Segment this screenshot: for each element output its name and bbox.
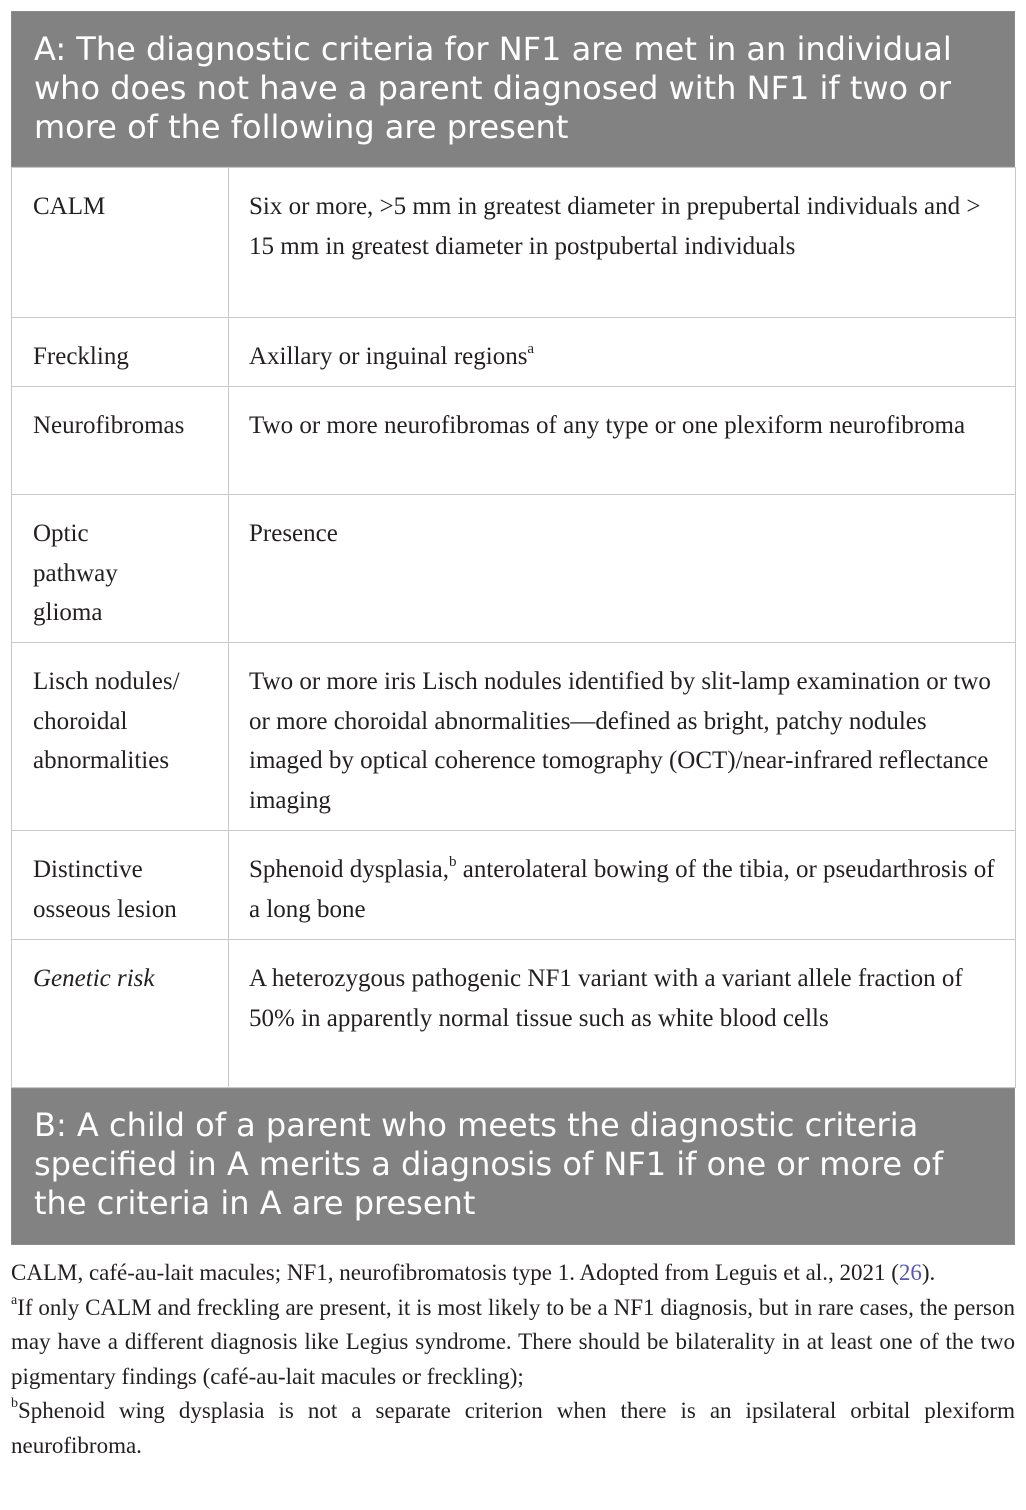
footnote-b [11, 1394, 1015, 1463]
table-row [12, 495, 1016, 643]
table-row [12, 387, 1016, 495]
footnote-b-text: Sphenoid wing dysplasia is not a separate criterion when there is an ipsilateral orbital plexiform neurofibroma. [11, 1398, 1015, 1458]
criterion-description-text: Axillary or inguinal regions [249, 343, 528, 370]
table-row [12, 643, 1016, 831]
footnote-marker: b [449, 854, 457, 870]
section-b-header: B: A child of a parent who meets the diagnostic criteria specified in A merits a diagnosis of NF1 if one or more of the criteria in A are present [11, 1088, 1015, 1245]
table-row [12, 831, 1016, 940]
footnote-marker: a [527, 341, 535, 357]
footnote-b-marker: b [11, 1396, 18, 1411]
footnote-a-marker: a [11, 1292, 18, 1308]
criteria-table-container [11, 11, 1015, 1245]
section-a-header: A: The diagnostic criteria for NF1 are met in an individual who does not have a parent diagnosed with NF1 if two or more of the following are present [11, 11, 1015, 167]
criterion-description: Two or more neurofibromas of any type or one plexiform neurofibroma [229, 387, 1016, 495]
criterion-label: CALM [12, 168, 229, 318]
abbreviations-close: ). [921, 1260, 936, 1285]
criterion-description: Six or more, >5 mm in greatest diameter in prepubertal individuals and > 15 mm in greatest diameter in postpubertal individuals [229, 168, 1016, 318]
abbreviations-text: CALM, café-au-lait macules; NF1, neurofibromatosis type 1. Adopted from Leguis et al., 2021 ( [11, 1260, 899, 1285]
abbreviations-note [11, 1256, 1015, 1291]
criterion-description [229, 318, 1016, 387]
criterion-description-text: anterolateral bowing of the tibia, or pseudarthrosis of a long bone [249, 856, 995, 923]
criterion-label: Distinctive osseous lesion [12, 831, 229, 940]
table-row [12, 940, 1016, 1088]
criterion-description [229, 831, 1016, 940]
criterion-description: A heterozygous pathogenic NF1 variant with a variant allele fraction of 50% in apparently normal tissue such as white blood cells [229, 940, 1016, 1088]
criterion-label: Genetic risk [12, 940, 229, 1088]
footnote-a-text: If only CALM and freckling are present, it is most likely to be a NF1 diagnosis, but in rare cases, the person may have a different diagnosis like Legius syndrome. There should be bilaterality in at least one of the two pigmentary findings (café-au-lait macules or freckling); [11, 1294, 1015, 1389]
criterion-label: Freckling [12, 318, 229, 387]
criterion-label: Lisch nodules/ choroidal abnormalities [12, 643, 229, 831]
criterion-label: Optic pathway glioma [12, 495, 229, 643]
table-footnotes [11, 1256, 1015, 1463]
criterion-description-text: Sphenoid dysplasia, [249, 856, 449, 883]
footnote-a [11, 1291, 1015, 1395]
criterion-description: Presence [229, 495, 1016, 643]
table-row [12, 318, 1016, 387]
criterion-label: Neurofibromas [12, 387, 229, 495]
criterion-description: Two or more iris Lisch nodules identified by slit-lamp examination or two or more choroidal abnormalities—defined as bright, patchy nodules imaged by optical coherence tomography (OCT)/near-infrared reflectance imaging [229, 643, 1016, 831]
reference-link[interactable]: 26 [898, 1260, 922, 1285]
criteria-table [11, 167, 1016, 1088]
table-row [12, 168, 1016, 318]
